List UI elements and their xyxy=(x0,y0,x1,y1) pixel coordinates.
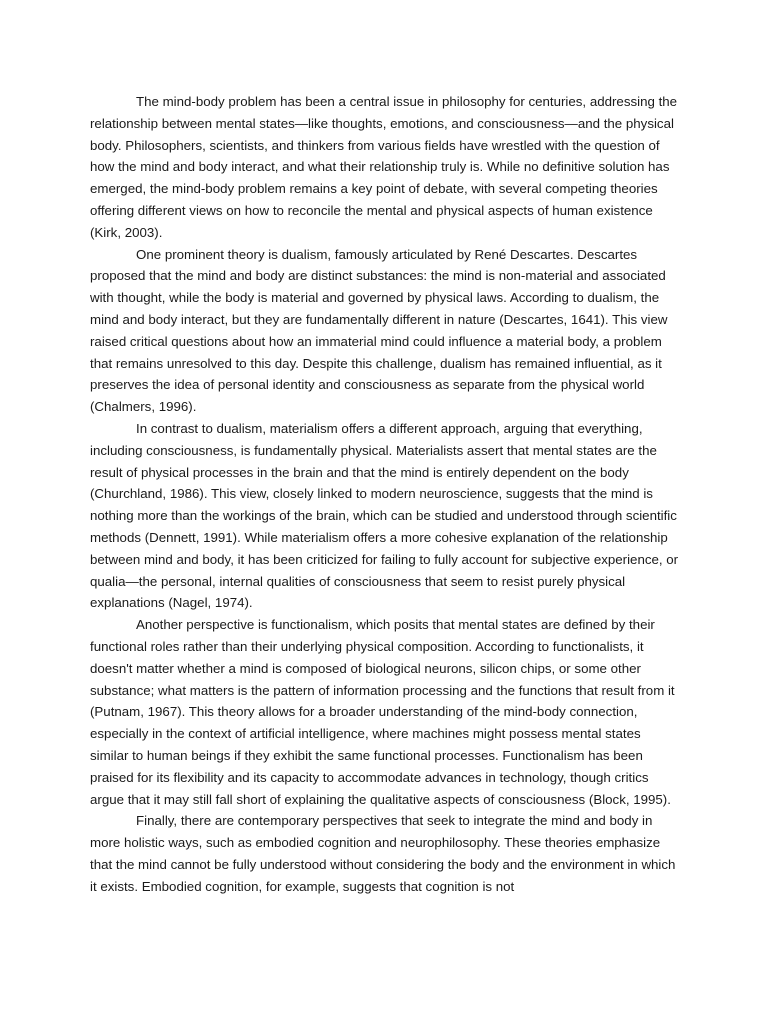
document-page xyxy=(90,91,680,897)
paragraph-materialism: In contrast to dualism, materialism offers a different approach, arguing that everything, including consciousness, is fundamentally physical. Materialists assert that mental states are the result of physical processes in the brain and that the mind is entirely dependent on the body (Churchland, 1986). This view, closely linked to modern neuroscience, suggests that the mind is nothing more than the workings of the brain, which can be studied and understood through scientific methods (Dennett, 1991). While materialism offers a more cohesive explanation of the relationship between mind and body, it has been criticized for failing to fully account for subjective experience, or qualia—the personal, internal qualities of consciousness that seem to resist purely physical explanations (Nagel, 1974). xyxy=(90,420,679,611)
paragraph-intro: The mind-body problem has been a central issue in philosophy for centuries, addressing the relationship between mental states—like thoughts, emotions, and consciousness—and the physical body. Philosophers, scientists, and thinkers from various fields have wrestled with the question of how the mind and body interact, and what their relationship truly is. While no definitive solution has emerged, the mind-body problem remains a key point of debate, with several competing theories offering different views on how to reconcile the mental and physical aspects of human existence (Kirk, 2003). xyxy=(90,94,678,240)
paragraph-functionalism: Another perspective is functionalism, which posits that mental states are defined by their functional roles rather than their underlying physical composition. According to functionalists, it doesn't matter whether a mind is composed of biological neurons, silicon chips, or some other substance; what matters is the pattern of information processing and the functions that result from it (Putnam, 1967). This theory allows for a broader understanding of the mind-body connection, especially in the context of artificial intelligence, where machines might possess mental states similar to human beings if they exhibit the same functional processes. Functionalism has been praised for its flexibility and its capacity to accommodate advances in technology, though critics argue that it may still fall short of explaining the qualitative aspects of consciousness (Block, 1995). xyxy=(90,617,675,807)
paragraph-contemporary: Finally, there are contemporary perspectives that seek to integrate the mind and body in more holistic ways, such as embodied cognition and neurophilosophy. These theories emphasize that the mind cannot be fully understood without considering the body and the environment in which it exists. Embodied cognition, for example, suggests that cognition is not xyxy=(90,813,676,894)
paragraph-dualism: One prominent theory is dualism, famously articulated by René Descartes. Descartes proposed that the mind and body are distinct substances: the mind is non-material and associated with thought, while the body is material and governed by physical laws. According to dualism, the mind and body interact, but they are fundamentally different in nature (Descartes, 1641). This view raised critical questions about how an immaterial mind could influence a material body, a problem that remains unresolved to this day. Despite this challenge, dualism has remained influential, as it preserves the idea of personal identity and consciousness as separate from the physical world (Chalmers, 1996). xyxy=(90,246,668,415)
